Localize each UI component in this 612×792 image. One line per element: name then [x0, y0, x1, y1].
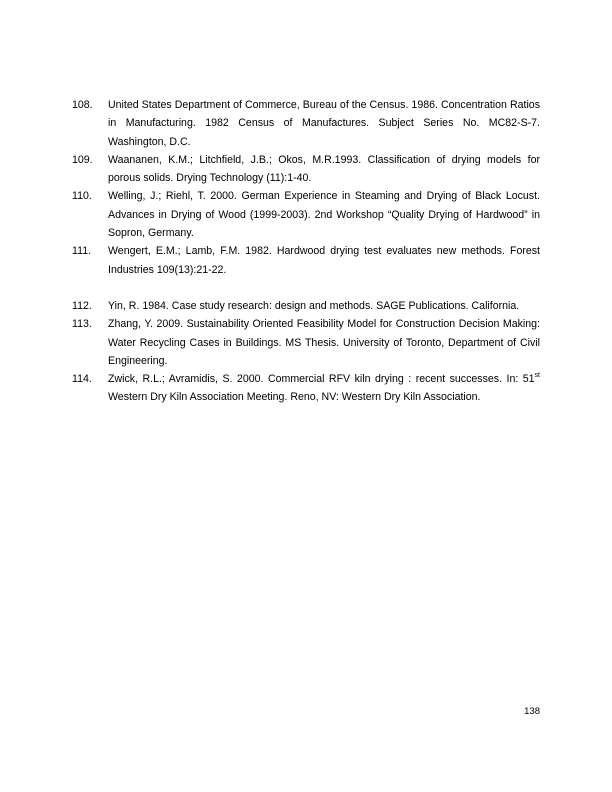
- page-number: 138: [524, 706, 540, 717]
- reference-text: Waananen, K.M.; Litchfield, J.B.; Okos, M.R.1993. Classification of drying models for porous solids. Drying Technology (11):1-40.: [108, 153, 540, 185]
- reference-item: [72, 242, 540, 279]
- reference-text: [108, 370, 540, 407]
- reference-item: [72, 96, 540, 151]
- reference-item: [72, 315, 540, 370]
- reference-number: 113.: [72, 318, 92, 331]
- reference-text-part: Western Dry Kiln Association Meeting. Reno, NV: Western Dry Kiln Association.: [108, 391, 481, 404]
- reference-number: 109.: [72, 153, 93, 166]
- reference-text: Welling, J.; Riehl, T. 2000. German Experience in Steaming and Drying of Black Locust. Advances in Drying of Wood (1999-2003). 2nd Workshop “Quality Drying of Hardwood” in Sopron, Germany.: [108, 190, 540, 240]
- reference-number: 111.: [72, 245, 92, 258]
- reference-text: Zhang, Y. 2009. Sustainability Oriented Feasibility Model for Construction Decision Making: Water Recycling Cases in Buildings. MS Thesis. University of Toronto, Department of Civil Engineering.: [108, 318, 540, 367]
- reference-item: [72, 151, 540, 188]
- ordinal-superscript: st: [534, 372, 540, 380]
- reference-number: 112.: [72, 299, 92, 312]
- reference-number: 108.: [72, 99, 93, 111]
- reference-number: 110.: [72, 190, 92, 203]
- reference-item: [72, 370, 540, 407]
- reference-list: [72, 96, 540, 407]
- reference-item: [72, 187, 540, 242]
- reference-text: Wengert, E.M.; Lamb, F.M. 1982. Hardwood drying test evaluates new methods. Forest Industries 109(13):21-22.: [108, 245, 540, 276]
- reference-number: 114.: [72, 373, 92, 386]
- reference-text: United States Department of Commerce, Bureau of the Census. 1986. Concentration Ratios in Manufacturing. 1982 Census of Manufactures. Subject Series No. MC82-S-7. Washington, D.C.: [108, 99, 540, 148]
- reference-text: Yin, R. 1984. Case study research: design and methods. SAGE Publications. California.: [108, 299, 520, 312]
- reference-text-part: Zwick, R.L.; Avramidis, S. 2000. Commercial RFV kiln drying : recent successes. In: 51: [108, 373, 535, 386]
- reference-item: [72, 297, 540, 315]
